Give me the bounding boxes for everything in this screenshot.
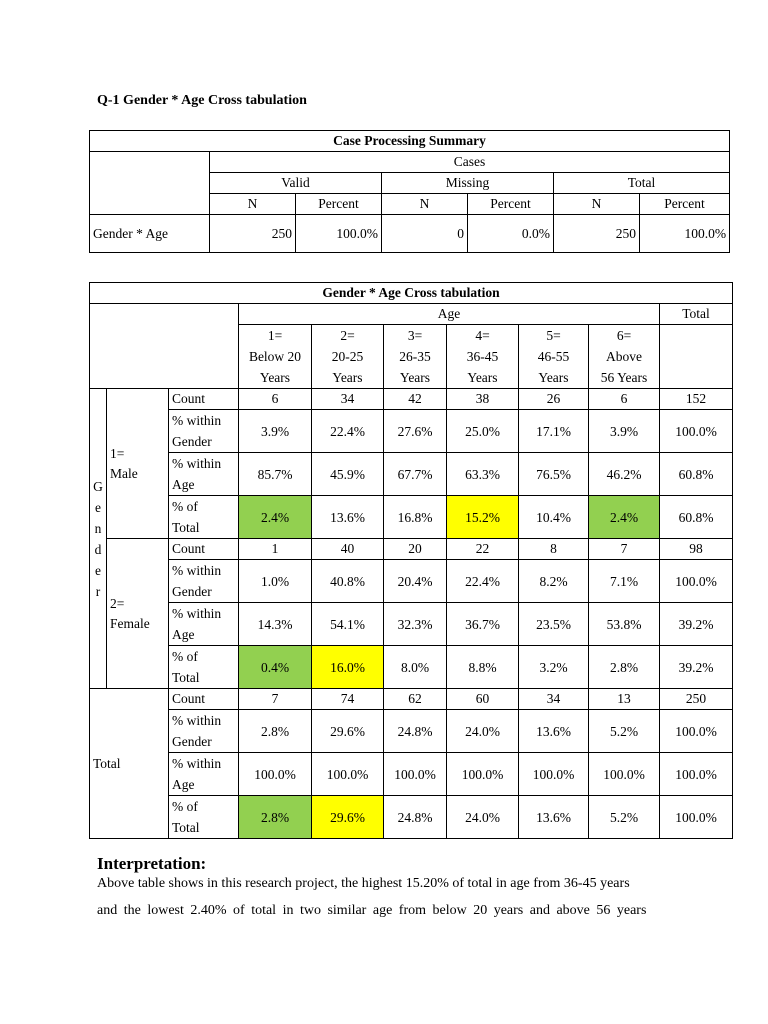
data-cell-text: 14.3% <box>257 616 293 632</box>
stat-label-text: % of <box>172 649 198 664</box>
data-cell-text: 6 <box>271 391 279 406</box>
data-cell <box>239 603 312 646</box>
data-cell-text: 152 <box>685 391 707 406</box>
data-cell <box>447 710 519 753</box>
age-group-header-text: 20-25 <box>331 349 364 364</box>
stat-label-text: Age <box>172 477 195 492</box>
age-group-header-text: Below 20 <box>248 349 302 364</box>
stat-label-text: Gender <box>172 734 212 749</box>
data-cell <box>660 496 733 539</box>
interpretation-line: and the lowest 2.40% of total in two similar age from below 20 years and above 56 years <box>97 903 647 918</box>
stat-label <box>169 603 239 646</box>
stat-label-text: Count <box>172 691 206 706</box>
data-cell <box>239 689 312 710</box>
data-cell <box>589 410 660 453</box>
data-cell <box>447 453 519 496</box>
data-cell <box>312 753 384 796</box>
data-cell <box>384 753 447 796</box>
data-cell <box>239 560 312 603</box>
data-cell-text: 1 <box>271 541 279 556</box>
data-cell <box>447 603 519 646</box>
data-cell <box>384 603 447 646</box>
data-cell-text: 22 <box>475 541 490 556</box>
age-group-header <box>519 325 589 389</box>
data-cell-text: 46.2% <box>606 466 642 482</box>
data-cell-text: 3.9% <box>260 423 290 439</box>
gender-vertical-label <box>90 389 107 689</box>
crosstab-title-text: Gender * Age Cross tabulation <box>322 285 500 300</box>
data-cell <box>239 753 312 796</box>
data-cell <box>519 796 589 839</box>
data-cell <box>660 560 733 603</box>
data-cell <box>589 453 660 496</box>
data-cell-text: 45.9% <box>330 466 365 482</box>
data-cell <box>519 453 589 496</box>
data-cell <box>589 710 660 753</box>
data-cell-text: 250 <box>685 691 707 706</box>
total-header-blank <box>660 325 733 389</box>
data-cell-text: 13.6% <box>536 809 571 825</box>
summary-value: 100.0% <box>640 215 730 253</box>
data-cell-text: 3.9% <box>609 423 639 439</box>
data-cell-text: 36.7% <box>465 616 500 632</box>
data-cell-text: 100.0% <box>394 766 436 782</box>
summary-value: 250 <box>210 215 296 253</box>
gender-letter: r <box>95 583 101 599</box>
stat-label <box>169 539 239 560</box>
data-cell-text: 20 <box>408 541 422 556</box>
data-cell-text: 22.4% <box>465 573 500 589</box>
data-cell <box>447 389 519 410</box>
total-row-label-text: Total <box>93 755 121 771</box>
data-cell <box>312 689 384 710</box>
data-cell-text: 32.3% <box>397 616 433 632</box>
gender-group-label-text: 1= <box>110 445 125 461</box>
data-cell-text: 27.6% <box>397 423 433 439</box>
data-cell <box>660 646 733 689</box>
data-cell <box>660 603 733 646</box>
data-cell <box>447 539 519 560</box>
interpretation-line: Above table shows in this research project, the highest 15.20% of total in age from 36-45 years <box>97 876 630 891</box>
data-cell <box>519 410 589 453</box>
age-group-header <box>447 325 519 389</box>
data-cell-text: 1.0% <box>260 573 290 589</box>
data-cell <box>660 689 733 710</box>
data-cell-text: 22.4% <box>330 423 365 439</box>
data-cell <box>519 689 589 710</box>
age-header <box>239 304 660 325</box>
age-group-header-text: Years <box>467 370 498 385</box>
stat-label <box>169 453 239 496</box>
stat-label-text: Total <box>172 520 200 535</box>
data-cell <box>589 560 660 603</box>
summary-missing-header: Missing <box>382 173 554 194</box>
stat-label-text: % within <box>172 563 222 578</box>
data-cell-text: 2.8% <box>260 723 290 739</box>
data-cell-text: 39.2% <box>678 659 714 675</box>
summary-value: 100.0% <box>296 215 382 253</box>
data-cell-text: 76.5% <box>536 466 571 482</box>
data-cell-text: 100.0% <box>254 766 296 782</box>
data-cell <box>312 539 384 560</box>
stat-label-text: Total <box>172 670 200 685</box>
age-group-header-text: 4= <box>475 328 490 343</box>
data-cell <box>660 753 733 796</box>
stat-label-text: % of <box>172 499 198 514</box>
case-processing-summary-table <box>89 130 730 253</box>
data-cell-text: 13.6% <box>536 723 571 739</box>
summary-n-header: N <box>554 194 640 215</box>
data-cell <box>660 453 733 496</box>
data-cell-text: 24.0% <box>465 809 500 825</box>
data-cell <box>447 646 519 689</box>
data-cell <box>239 710 312 753</box>
summary-n-header: N <box>210 194 296 215</box>
data-cell-text: 0.4% <box>260 659 290 675</box>
page-heading: Q-1 Gender * Age Cross tabulation <box>97 93 307 108</box>
age-group-header-text: 2= <box>340 328 355 343</box>
data-cell <box>589 646 660 689</box>
data-cell <box>589 796 660 839</box>
data-cell <box>519 646 589 689</box>
data-cell <box>447 796 519 839</box>
stat-label-text: Age <box>172 777 195 792</box>
stat-label-text: Count <box>172 541 206 556</box>
data-cell <box>447 496 519 539</box>
data-cell <box>660 796 733 839</box>
gender-age-crosstab-table <box>89 282 733 839</box>
data-cell-text: 54.1% <box>330 616 365 632</box>
stat-label <box>169 410 239 453</box>
stat-label <box>169 389 239 410</box>
summary-value: 250 <box>554 215 640 253</box>
data-cell-text: 100.0% <box>675 766 717 782</box>
age-group-header-text: Years <box>259 370 291 385</box>
data-cell-text: 25.0% <box>465 423 500 439</box>
data-cell-text: 38 <box>475 391 490 406</box>
summary-value: 0 <box>382 215 468 253</box>
data-cell-text: 40.8% <box>330 573 365 589</box>
data-cell <box>447 753 519 796</box>
data-cell <box>239 410 312 453</box>
gender-group-label-text: Female <box>110 615 150 631</box>
data-cell <box>519 603 589 646</box>
data-cell <box>384 796 447 839</box>
stat-label-text: % within <box>172 713 222 728</box>
stat-label-text: Count <box>172 391 206 406</box>
data-cell <box>589 603 660 646</box>
stat-label <box>169 496 239 539</box>
summary-value: 0.0% <box>468 215 554 253</box>
summary-percent-header: Percent <box>468 194 554 215</box>
data-cell <box>519 560 589 603</box>
data-cell <box>384 710 447 753</box>
age-group-header <box>239 325 312 389</box>
data-cell-text: 98 <box>689 541 703 556</box>
summary-valid-header: Valid <box>210 173 382 194</box>
data-cell <box>384 560 447 603</box>
crosstab-corner <box>90 304 239 389</box>
data-cell <box>519 753 589 796</box>
data-cell-text: 53.8% <box>606 616 642 632</box>
summary-percent-header: Percent <box>640 194 730 215</box>
stat-label-text: % of <box>172 799 198 814</box>
data-cell <box>384 410 447 453</box>
data-cell <box>384 453 447 496</box>
data-cell-text: 67.7% <box>397 466 433 482</box>
age-group-header-text: 56 Years <box>600 370 648 385</box>
stat-label <box>169 560 239 603</box>
data-cell <box>312 560 384 603</box>
data-cell-text: 7 <box>271 691 279 706</box>
data-cell-text: 16.0% <box>330 659 365 675</box>
data-cell-text: 5.2% <box>609 809 639 825</box>
stat-label-text: % within <box>172 756 222 771</box>
data-cell <box>384 539 447 560</box>
stat-label-text: Age <box>172 627 195 642</box>
data-cell <box>312 389 384 410</box>
age-group-header-text: Above <box>606 349 642 364</box>
data-cell <box>312 646 384 689</box>
data-cell <box>589 539 660 560</box>
age-group-header-text: Years <box>332 370 363 385</box>
gender-group-label-text: 2= <box>110 595 125 611</box>
stat-label <box>169 646 239 689</box>
data-cell-text: 100.0% <box>603 766 645 782</box>
data-cell <box>660 539 733 560</box>
data-cell <box>239 646 312 689</box>
stat-label-text: % within <box>172 413 222 428</box>
data-cell-text: 24.8% <box>397 809 433 825</box>
age-group-header-text: 6= <box>616 328 632 343</box>
data-cell <box>239 496 312 539</box>
data-cell <box>312 410 384 453</box>
stat-label <box>169 710 239 753</box>
stat-label-text: Gender <box>172 434 212 449</box>
data-cell <box>239 453 312 496</box>
data-cell <box>447 689 519 710</box>
age-group-header-text: 5= <box>546 328 561 343</box>
data-cell-text: 8 <box>550 541 557 556</box>
data-cell-text: 20.4% <box>397 573 433 589</box>
crosstab-title <box>90 283 733 304</box>
interpretation-title: Interpretation: <box>97 854 207 873</box>
data-cell-text: 10.4% <box>536 509 571 525</box>
data-cell-text: 8.0% <box>400 659 430 675</box>
data-cell <box>589 496 660 539</box>
data-cell <box>384 389 447 410</box>
data-cell <box>519 496 589 539</box>
data-cell <box>312 453 384 496</box>
data-cell-text: 100.0% <box>532 766 575 782</box>
stat-label <box>169 796 239 839</box>
data-cell-text: 26 <box>546 391 561 406</box>
data-cell-text: 7.1% <box>609 573 639 589</box>
data-cell-text: 2.4% <box>609 509 639 525</box>
data-cell-text: 3.2% <box>539 659 568 675</box>
data-cell <box>589 753 660 796</box>
stat-label-text: Total <box>172 820 200 835</box>
data-cell-text: 2.4% <box>260 509 290 525</box>
data-cell <box>384 689 447 710</box>
age-group-header-text: 36-45 <box>466 349 499 364</box>
gender-letter: e <box>95 562 101 578</box>
data-cell-text: 29.6% <box>330 723 365 739</box>
gender-letter: e <box>95 499 101 515</box>
gender-group-label-text: Male <box>110 465 138 481</box>
data-cell-text: 7 <box>620 541 628 556</box>
gender-letter: G <box>93 478 103 494</box>
data-cell <box>239 539 312 560</box>
data-cell-text: 24.8% <box>397 723 433 739</box>
data-cell-text: 34 <box>546 691 561 706</box>
summary-n-header: N <box>382 194 468 215</box>
data-cell <box>239 796 312 839</box>
data-cell <box>660 389 733 410</box>
data-cell-text: 2.8% <box>260 809 290 825</box>
data-cell <box>660 710 733 753</box>
data-cell <box>312 603 384 646</box>
summary-row-label: Gender * Age <box>90 215 210 253</box>
age-header-text: Age <box>437 306 461 321</box>
data-cell-text: 60 <box>475 691 490 706</box>
total-header <box>660 304 733 325</box>
age-group-header-text: 46-55 <box>537 349 570 364</box>
data-cell <box>239 389 312 410</box>
age-group-header <box>384 325 447 389</box>
data-cell <box>519 539 589 560</box>
data-cell-text: 39.2% <box>678 616 714 632</box>
data-cell-text: 13.6% <box>330 509 365 525</box>
data-cell-text: 60.8% <box>678 466 714 482</box>
data-cell-text: 85.7% <box>257 466 293 482</box>
data-cell <box>519 389 589 410</box>
summary-percent-header: Percent <box>296 194 382 215</box>
data-cell-text: 34 <box>340 391 355 406</box>
age-group-header-text: Years <box>538 370 569 385</box>
data-cell-text: 13 <box>617 691 631 706</box>
data-cell <box>312 796 384 839</box>
data-cell-text: 29.6% <box>330 809 365 825</box>
data-cell-text: 5.2% <box>609 723 639 739</box>
data-cell-text: 17.1% <box>536 423 571 439</box>
data-cell <box>312 496 384 539</box>
stat-label-text: % within <box>172 456 222 471</box>
data-cell <box>312 710 384 753</box>
age-group-header <box>589 325 660 389</box>
summary-corner <box>90 152 210 215</box>
data-cell <box>589 689 660 710</box>
total-header-text: Total <box>682 306 710 321</box>
data-cell-text: 40 <box>340 541 355 556</box>
age-group-header <box>312 325 384 389</box>
stat-label-text: % within <box>172 606 222 621</box>
data-cell <box>660 410 733 453</box>
data-cell-text: 42 <box>408 391 422 406</box>
data-cell-text: 2.8% <box>609 659 639 675</box>
age-group-header-text: 26-35 <box>399 349 431 364</box>
data-cell-text: 23.5% <box>536 616 571 632</box>
data-cell-text: 15.2% <box>465 509 500 525</box>
data-cell-text: 100.0% <box>675 573 717 589</box>
data-cell-text: 100.0% <box>675 723 717 739</box>
data-cell-text: 74 <box>340 691 355 706</box>
data-cell <box>384 646 447 689</box>
data-cell-text: 62 <box>408 691 422 706</box>
data-cell <box>447 560 519 603</box>
data-cell-text: 8.8% <box>468 659 497 675</box>
data-cell-text: 60.8% <box>678 509 714 525</box>
age-group-header-text: Years <box>399 370 431 385</box>
data-cell-text: 16.8% <box>397 509 433 525</box>
summary-cases-header: Cases <box>210 152 730 173</box>
gender-group-label <box>107 539 169 689</box>
data-cell <box>447 410 519 453</box>
gender-letter: n <box>94 520 102 536</box>
data-cell-text: 100.0% <box>675 809 717 825</box>
stat-label-text: Gender <box>172 584 212 599</box>
stat-label <box>169 689 239 710</box>
total-row-label <box>90 689 169 839</box>
data-cell <box>589 389 660 410</box>
data-cell-text: 100.0% <box>461 766 504 782</box>
age-group-header-text: 3= <box>407 328 423 343</box>
data-cell <box>384 496 447 539</box>
data-cell <box>519 710 589 753</box>
data-cell-text: 24.0% <box>465 723 500 739</box>
data-cell-text: 63.3% <box>465 466 500 482</box>
age-group-header-text: 1= <box>267 328 283 343</box>
gender-group-label <box>107 389 169 539</box>
summary-total-header: Total <box>554 173 730 194</box>
data-cell-text: 8.2% <box>539 573 568 589</box>
data-cell-text: 6 <box>620 391 628 406</box>
stat-label <box>169 753 239 796</box>
data-cell-text: 100.0% <box>326 766 369 782</box>
data-cell-text: 100.0% <box>675 423 717 439</box>
summary-title: Case Processing Summary <box>90 131 730 152</box>
gender-letter: d <box>94 541 102 557</box>
